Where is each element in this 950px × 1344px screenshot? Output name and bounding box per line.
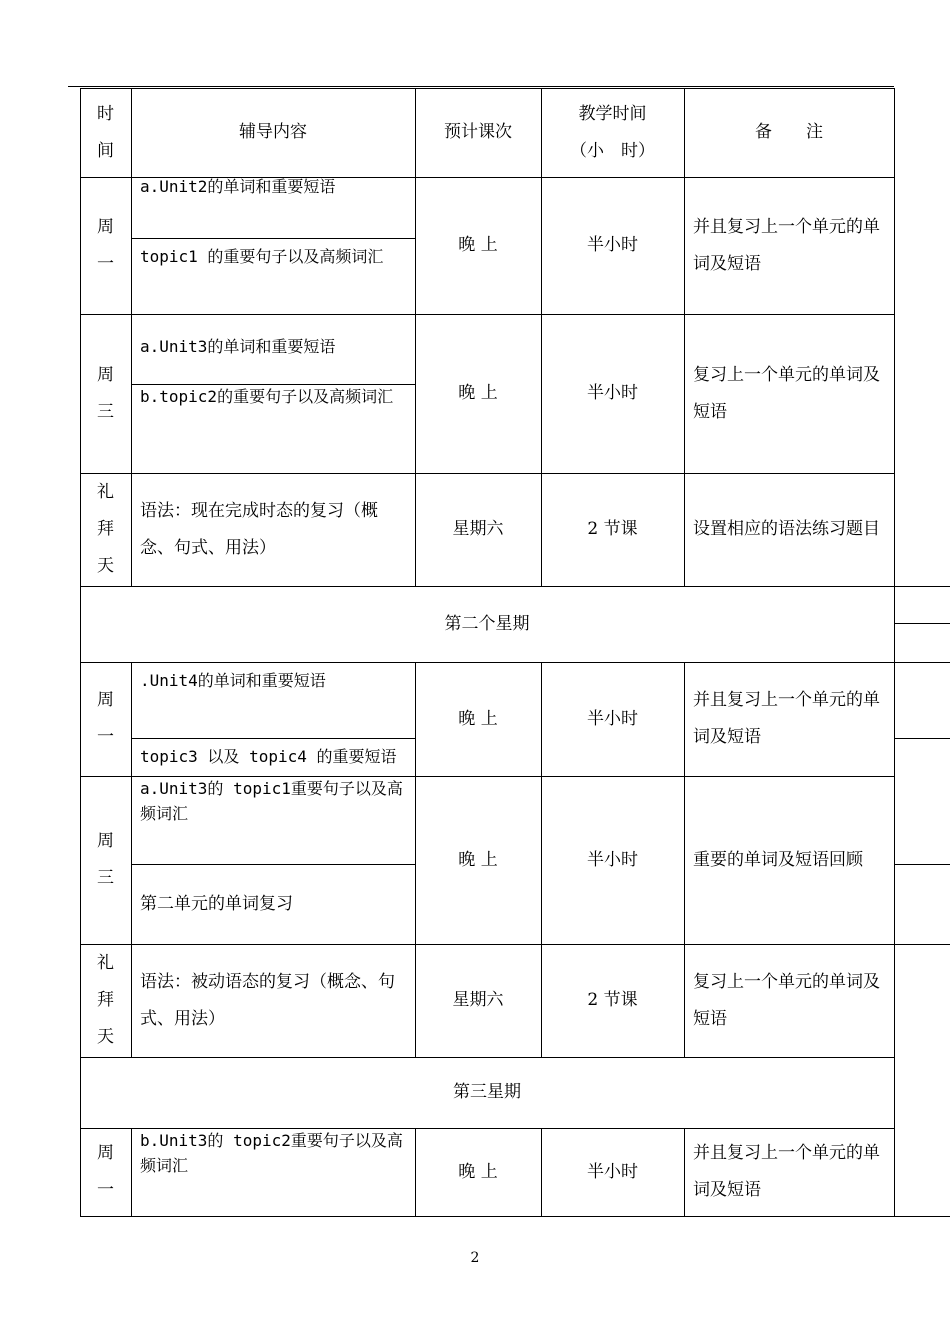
- day-char: 三: [97, 868, 114, 888]
- header-hours-line1: 教学时间: [578, 103, 647, 124]
- session-cell: 星期六: [452, 519, 504, 539]
- content-item: b.topic2的重要句子以及高频词汇: [140, 387, 394, 406]
- day-char: 天: [97, 556, 114, 576]
- week-title: 第二个星期: [444, 613, 530, 634]
- day-char: 周: [97, 216, 114, 237]
- remark-cell: [684, 944, 894, 1057]
- header-time-char: 时: [97, 103, 114, 124]
- page-number: 2: [470, 1250, 480, 1266]
- day-char: 一: [97, 727, 114, 747]
- header-sessions: 预计课次: [444, 122, 512, 142]
- day-char: 周: [97, 1143, 114, 1163]
- hours-cell: 半小时: [587, 849, 638, 870]
- content-item: .Unit4的单词和重要短语: [140, 671, 326, 690]
- day-char: 周: [97, 690, 114, 710]
- header-content: 辅导内容: [239, 122, 307, 142]
- remark-text: 并且复习上一个单元的单词及短语: [693, 216, 880, 274]
- remark-text: 并且复习上一个单元的单词及短语: [693, 1143, 880, 1200]
- remark-cell: [684, 662, 894, 776]
- hours-cell: 半小时: [587, 383, 638, 403]
- day-char: 礼: [97, 482, 114, 502]
- content-item: a.Unit3的单词和重要短语: [140, 337, 336, 356]
- content-text: 第二单元的单词复习: [140, 893, 293, 914]
- side-divider: [894, 864, 950, 865]
- day-char: 一: [97, 253, 114, 274]
- day-label: [80, 473, 131, 586]
- day-char: 三: [97, 401, 114, 422]
- day-char: 周: [97, 831, 114, 851]
- hours-cell: 2 节课: [587, 990, 638, 1010]
- table-bottom-border: [80, 1216, 950, 1217]
- side-divider: [894, 623, 950, 624]
- day-char: 一: [97, 1180, 114, 1200]
- header-remarks: 备 注: [755, 122, 823, 142]
- remark-text: 重要的单词及短语回顾: [693, 849, 863, 870]
- header-hours-line2: （小 时）: [570, 140, 655, 161]
- day-label: [80, 177, 131, 314]
- week-title: 第三星期: [453, 1082, 521, 1102]
- day-char: 拜: [97, 990, 114, 1010]
- side-divider: [894, 738, 950, 739]
- day-label: [80, 776, 131, 944]
- content-text: 语法：现在完成时态的复习（概念、句式、用法）: [140, 500, 378, 558]
- day-label: [80, 944, 131, 1057]
- day-label: [80, 662, 131, 776]
- session-cell: 晚 上: [458, 1161, 498, 1182]
- hours-cell: 半小时: [587, 1161, 638, 1182]
- session-cell: 星期六: [452, 990, 504, 1010]
- remark-cell: [684, 177, 894, 314]
- content-text: 语法：被动语态的复习（概念、句式、用法）: [140, 971, 395, 1029]
- header-hours: [541, 88, 684, 177]
- header-time: [80, 88, 131, 177]
- remark-cell: [684, 314, 894, 473]
- content-item: b.Unit3的 topic2重要句子以及高频词汇: [140, 1131, 403, 1175]
- table-top-rule: [68, 86, 894, 87]
- remark-text: 并且复习上一个单元的单词及短语: [693, 690, 880, 747]
- remark-cell: [684, 473, 894, 586]
- session-cell: 晚 上: [458, 235, 498, 255]
- hours-cell: 半小时: [587, 235, 638, 255]
- remark-cell: [684, 1128, 894, 1216]
- remark-text: 设置相应的语法练习题目: [693, 519, 880, 539]
- content-item: [131, 864, 415, 944]
- day-char: 周: [97, 364, 114, 385]
- day-char: 天: [97, 1027, 114, 1047]
- remark-text: 复习上一个单元的单词及短语: [693, 364, 880, 422]
- hours-cell: 半小时: [587, 708, 638, 729]
- session-cell: 晚 上: [458, 383, 498, 403]
- remark-text: 复习上一个单元的单词及短语: [693, 971, 880, 1029]
- header-time-char: 间: [97, 140, 114, 161]
- content-item: a.Unit3的 topic1重要句子以及高频词汇: [140, 779, 403, 823]
- content-item: topic1 的重要句子以及高频词汇: [140, 247, 384, 266]
- hours-cell: 2 节课: [587, 519, 638, 539]
- content-item: a.Unit2的单词和重要短语: [140, 177, 336, 196]
- table-right-border: [894, 88, 895, 1216]
- session-cell: 晚 上: [458, 708, 498, 729]
- day-label: [80, 314, 131, 473]
- day-char: 拜: [97, 519, 114, 539]
- content-item: topic3 以及 topic4 的重要短语: [140, 747, 397, 766]
- day-char: 礼: [97, 953, 114, 973]
- content-item: [131, 944, 415, 1057]
- session-cell: 晚 上: [458, 849, 498, 870]
- day-label: [80, 1128, 131, 1216]
- remark-cell: [684, 776, 894, 944]
- content-item: [131, 473, 415, 586]
